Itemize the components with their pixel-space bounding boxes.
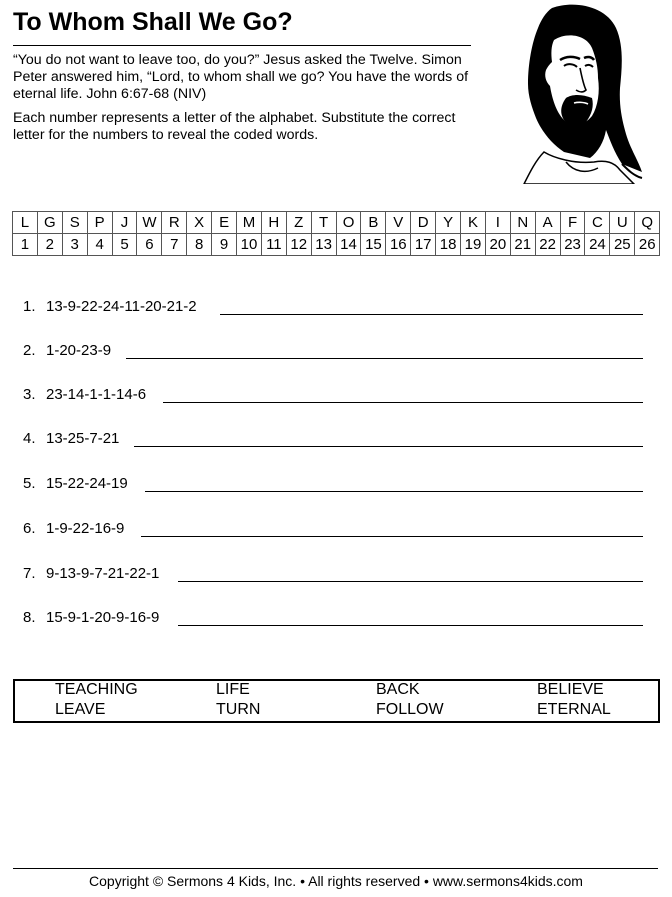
- question-code: 15-22-24-19: [46, 475, 128, 492]
- footer-divider: [13, 868, 658, 869]
- key-letter: S: [62, 212, 87, 234]
- key-letter: Z: [286, 212, 311, 234]
- key-number: 20: [485, 234, 510, 256]
- answer-line[interactable]: [141, 536, 643, 537]
- key-letter: H: [261, 212, 286, 234]
- word-bank-item: BACK: [376, 681, 420, 698]
- key-letter: J: [112, 212, 137, 234]
- key-letter: A: [535, 212, 560, 234]
- key-number: 9: [212, 234, 237, 256]
- question-number: 4.: [23, 430, 36, 447]
- key-letter: E: [212, 212, 237, 234]
- key-number: 14: [336, 234, 361, 256]
- key-number: 16: [386, 234, 411, 256]
- word-bank-item: BELIEVE: [537, 681, 604, 698]
- instructions: Each number represents a letter of the alphabet. Substitute the correct letter for the numbers to reveal the coded words.: [13, 110, 456, 143]
- word-bank: [13, 679, 660, 723]
- word-bank-item: LEAVE: [55, 701, 106, 718]
- key-letter: C: [585, 212, 610, 234]
- answer-line[interactable]: [220, 314, 643, 315]
- key-number: 24: [585, 234, 610, 256]
- jesus-portrait-illustration: [494, 2, 644, 184]
- key-number: 7: [162, 234, 187, 256]
- question-number: 1.: [23, 298, 36, 315]
- key-number: 21: [510, 234, 535, 256]
- question-code: 1-9-22-16-9: [46, 520, 125, 537]
- question-code: 1-20-23-9: [46, 342, 112, 359]
- key-number: 25: [610, 234, 635, 256]
- answer-line[interactable]: [178, 625, 643, 626]
- question-code: 9-13-9-7-21-22-1: [46, 565, 160, 582]
- key-number: 15: [361, 234, 386, 256]
- key-number: 11: [261, 234, 286, 256]
- question-code: 15-9-1-20-9-16-9: [46, 609, 160, 626]
- key-number: 13: [311, 234, 336, 256]
- page-title: To Whom Shall We Go?: [13, 8, 293, 36]
- key-letter: V: [386, 212, 411, 234]
- key-number: 3: [62, 234, 87, 256]
- key-number: 12: [286, 234, 311, 256]
- question-code: 13-25-7-21: [46, 430, 120, 447]
- key-number: 10: [237, 234, 262, 256]
- key-letter: K: [461, 212, 486, 234]
- key-number: 18: [436, 234, 461, 256]
- key-number: 1: [13, 234, 38, 256]
- answer-line[interactable]: [145, 491, 643, 492]
- cipher-key-table: [12, 211, 660, 256]
- key-letter: O: [336, 212, 361, 234]
- question-number: 6.: [23, 520, 36, 537]
- key-letter: U: [610, 212, 635, 234]
- key-letter: R: [162, 212, 187, 234]
- key-number: 4: [87, 234, 112, 256]
- scripture-verse: “You do not want to leave too, do you?” Jesus asked the Twelve. Simon Peter answered him, “Lord, to whom shall we go? You have the words of eternal life. John 6:67-68 (NIV): [13, 52, 469, 102]
- key-letter: W: [137, 212, 162, 234]
- answer-line[interactable]: [126, 358, 643, 359]
- key-number: 5: [112, 234, 137, 256]
- key-letter: P: [87, 212, 112, 234]
- key-number: 26: [635, 234, 660, 256]
- key-number: 23: [560, 234, 585, 256]
- key-letter: X: [187, 212, 212, 234]
- key-letters-row: [13, 212, 660, 234]
- question-number: 8.: [23, 609, 36, 626]
- question-number: 3.: [23, 386, 36, 403]
- answer-line[interactable]: [178, 581, 643, 582]
- key-letter: L: [13, 212, 38, 234]
- key-letter: I: [485, 212, 510, 234]
- key-letter: B: [361, 212, 386, 234]
- key-numbers-row: [13, 234, 660, 256]
- question-code: 13-9-22-24-11-20-21-2: [46, 298, 197, 315]
- key-number: 22: [535, 234, 560, 256]
- question-number: 7.: [23, 565, 36, 582]
- answer-line[interactable]: [134, 446, 643, 447]
- question-code: 23-14-1-1-14-6: [46, 386, 147, 403]
- word-bank-item: FOLLOW: [376, 701, 444, 718]
- word-bank-item: TEACHING: [55, 681, 138, 698]
- key-letter: D: [411, 212, 436, 234]
- word-bank-item: LIFE: [216, 681, 250, 698]
- key-letter: T: [311, 212, 336, 234]
- key-letter: F: [560, 212, 585, 234]
- title-divider: [13, 45, 471, 46]
- key-number: 2: [37, 234, 62, 256]
- key-number: 8: [187, 234, 212, 256]
- question-number: 5.: [23, 475, 36, 492]
- key-number: 6: [137, 234, 162, 256]
- word-bank-item: TURN: [216, 701, 261, 718]
- key-letter: Y: [436, 212, 461, 234]
- key-letter: G: [37, 212, 62, 234]
- key-number: 17: [411, 234, 436, 256]
- key-letter: M: [237, 212, 262, 234]
- key-letter: N: [510, 212, 535, 234]
- key-letter: Q: [635, 212, 660, 234]
- copyright-footer: Copyright © Sermons 4 Kids, Inc. • All rights reserved • www.sermons4kids.com: [89, 873, 583, 889]
- answer-line[interactable]: [163, 402, 643, 403]
- word-bank-item: ETERNAL: [537, 701, 611, 718]
- question-number: 2.: [23, 342, 36, 359]
- key-number: 19: [461, 234, 486, 256]
